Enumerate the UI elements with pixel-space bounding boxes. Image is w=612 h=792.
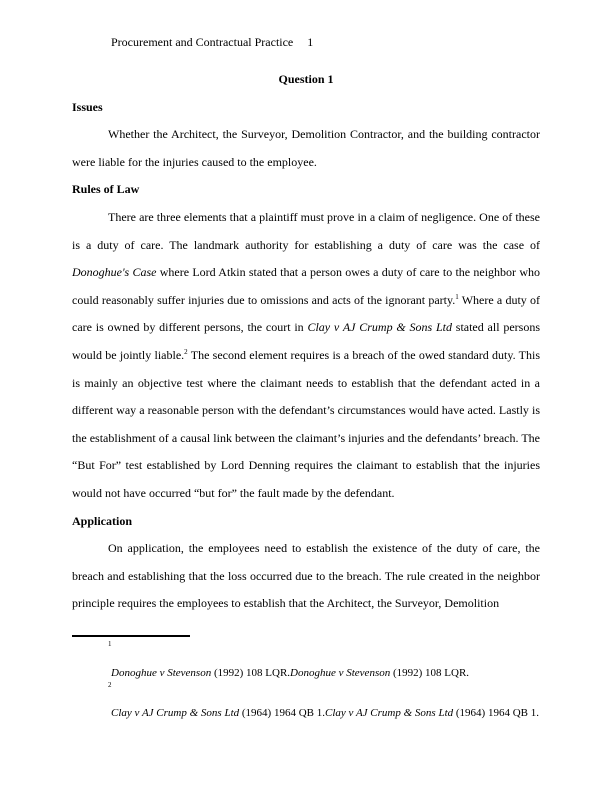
footnote-1-case: Donoghue v Stevenson <box>111 667 212 679</box>
document-body <box>72 66 540 618</box>
application-paragraph: On application, the employees need to establish the existence of the duty of care, the breach and establishing that the loss occurred due to the breach. The rule created in the neighbor principle requires the employees to establish that the Architect, the Surveyor, Demolition <box>72 541 540 611</box>
rules-text-3: Where a duty of care is owned by different persons, the court in <box>72 292 540 335</box>
footnote-ref-2[interactable]: 2 <box>184 347 188 356</box>
rules-text-5: The second element requires is a breach of the owed standard duty. This is mainly an objective test where the claimant needs to establish that the defendant acted in a different way a reasonable person with the defendant’s circumstances would have acted. Lastly is the establishment of a causal link between the claimant’s injuries and the defendants’ breach. The “But For” test established by Lord Denning requires the claimant to establish that the injuries would not have occurred “but for” the fault made by the defendant. <box>72 347 540 500</box>
issues-heading: Issues <box>72 99 103 114</box>
rules-heading: Rules of Law <box>72 182 140 197</box>
footnote-2-cite: (1964) 1964 QB 1. <box>239 707 325 719</box>
question-title: Question 1 <box>278 72 334 86</box>
header-title: Procurement and Contractual Practice <box>111 35 294 49</box>
rules-text-1: There are three elements that a plaintiff must prove in a claim of negligence. One of these is a duty of care. The landmark authority for establishing a duty of care was the case of <box>72 209 540 252</box>
footnote-number-1: 1 <box>108 640 112 648</box>
case-name-clay: Clay v AJ Crump & Sons Ltd <box>307 320 452 335</box>
rules-text-2: where Lord Atkin stated that a person owes a duty of care to the neighbor who could reasonably suffer injuries due to omissions and acts of the ignorant party. <box>72 265 540 307</box>
case-name-donoghue: Donoghue's Case <box>72 265 157 280</box>
footnote-1-case-repeat: Donoghue v Stevenson <box>290 667 391 679</box>
footnote-2 <box>111 707 539 719</box>
rules-text-4: stated all persons would be jointly liable. <box>72 320 540 362</box>
footnote-ref-1[interactable]: 1 <box>455 292 459 301</box>
footnote-1-cite: (1992) 108 LQR. <box>211 667 291 679</box>
footnote-1-cite-repeat: (1992) 108 LQR. <box>390 667 470 679</box>
application-heading: Application <box>72 513 133 528</box>
footnote-1 <box>111 667 469 679</box>
issues-paragraph: Whether the Architect, the Surveyor, Demolition Contractor, and the building contractor were liable for the injuries caused to the employee. <box>72 127 540 169</box>
footnote-number-2: 2 <box>108 681 112 689</box>
footnote-2-case-repeat: Clay v AJ Crump & Sons Ltd <box>325 707 454 719</box>
page-number: 1 <box>307 35 314 49</box>
rules-paragraph <box>72 204 540 508</box>
footnote-separator <box>72 635 190 637</box>
footnote-2-cite-repeat: (1964) 1964 QB 1. <box>453 707 539 719</box>
running-header <box>111 35 313 50</box>
footnote-2-case: Clay v AJ Crump & Sons Ltd <box>111 707 240 719</box>
